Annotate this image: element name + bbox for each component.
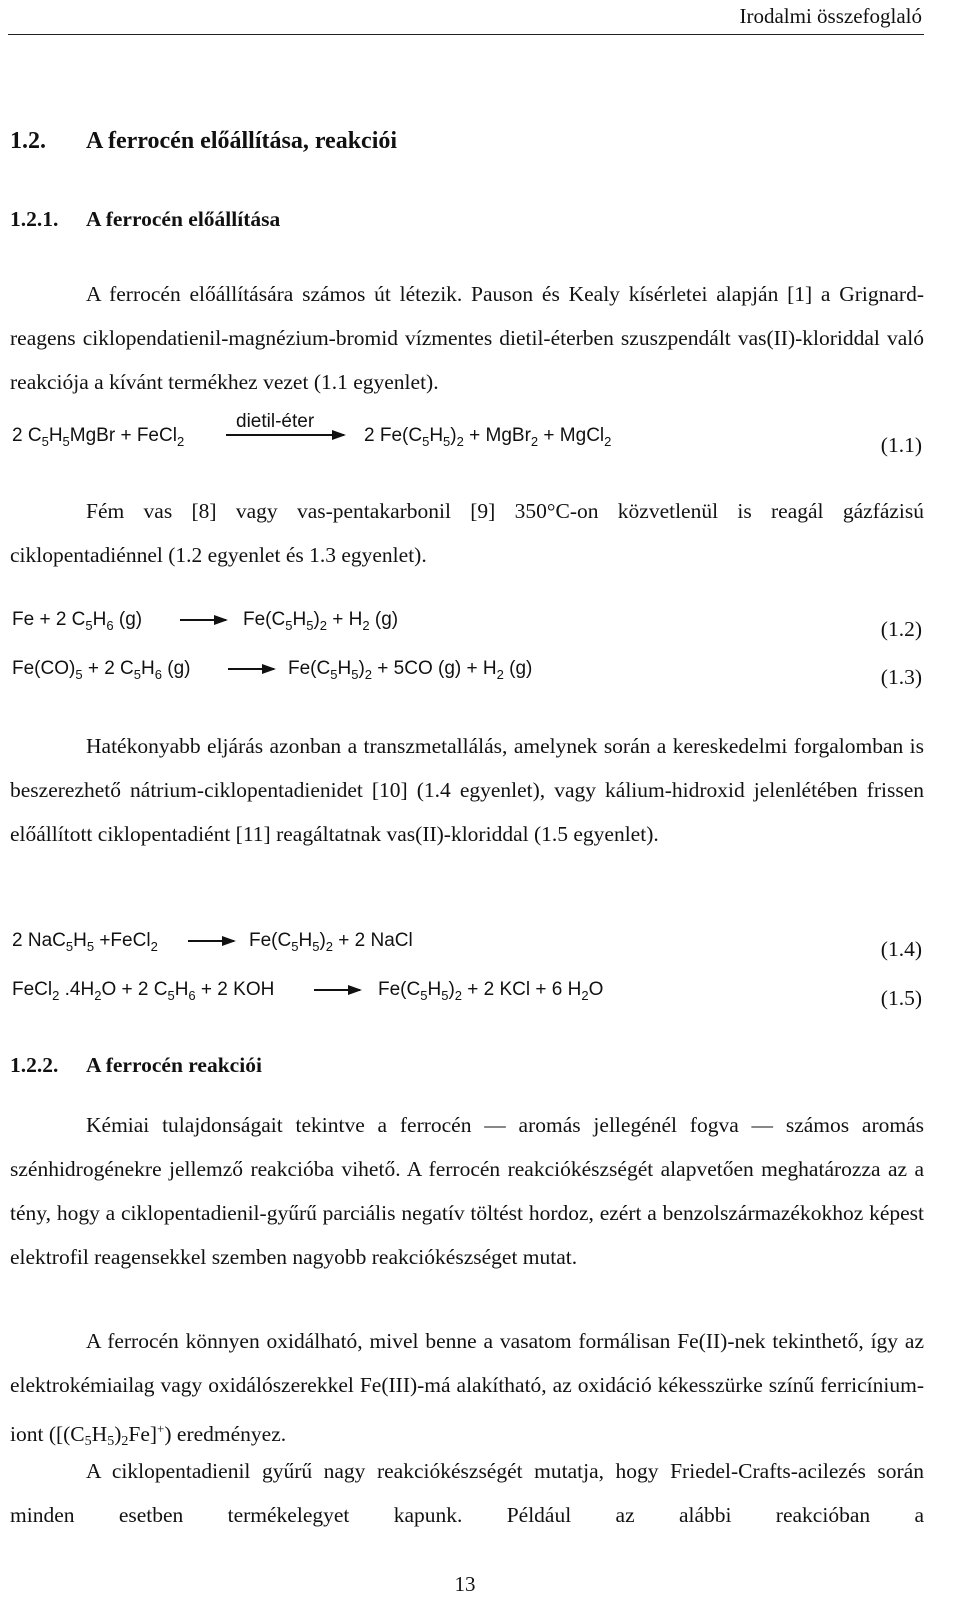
eq1-products: 2 $Fe(C_5H_5)_2$ + MgBr$_2$ + MgCl$_2$ xyxy=(364,425,612,449)
running-header: Irodalmi összefoglaló xyxy=(739,4,922,28)
section-number: 1.2. xyxy=(10,128,46,154)
subsection-title: A ferrocén reakciói xyxy=(86,1053,262,1077)
paragraph-3: Hatékonyabb eljárás azonban a transzmetallálás, amelynek során a kereskedelmi forgalomban is beszerezhető nátrium-ciklopentadienidet [10] (1.4 egyenlet), vagy kálium-hidroxid jelenlétében frissen előállított ciklopentadiént [11] reagáltatnak vas(II)-kloriddal (1.5 egyenlet). xyxy=(10,734,924,846)
eq4-products: $Fe(C_5H_5)_2 + 2$ NaCl xyxy=(249,930,413,954)
eq2-arrow-icon xyxy=(180,619,226,621)
header-rule xyxy=(8,34,924,35)
eq5-arrow-icon xyxy=(314,989,360,991)
eq2-products: $Fe(C_5H_5)_2 + H_2$ (g) xyxy=(243,609,399,633)
section-title: A ferrocén előállítása, reakciói xyxy=(86,128,398,154)
subsection-title: A ferrocén előállítása xyxy=(86,207,281,231)
eq5-number: (1.5) xyxy=(880,986,922,1010)
eq1-condition: dietil-éter xyxy=(236,411,315,432)
paragraph-1: A ferrocén előállítására számos út létezik. Pauson és Kealy kísérletei alapján [1] a Grignard-reagens ciklopendatienil-magnézium-bromid vízmentes dietil-éterben szuszpendált vas(II)-kloriddal való reakciója a kívánt termékhez vezet (1.1 egyenlet). xyxy=(10,282,924,394)
paragraph-6: A ciklopentadienil gyűrű nagy reakciókészségét mutatja, hogy Friedel-Crafts-acilezés során minden esetben termékelegyet kapunk. Például az alábbi reakcióban a xyxy=(10,1459,924,1527)
eq3-products: $Fe(C_5H_5)_2 + 5CO$ $(g) + H_2$ (g) xyxy=(288,658,533,682)
eq2-reactants: Fe + 2 $C_5H_6$ (g) xyxy=(12,609,143,633)
eq3-number: (1.3) xyxy=(880,665,922,689)
eq1-number: (1.1) xyxy=(880,433,922,457)
eq2-number: (1.2) xyxy=(880,617,922,641)
paragraph-5-text: A ferrocén könnyen oxidálható, mivel benne a vasatom formálisan Fe(II)-nek tekinthető, így az elektrokémiailag vagy oxidálószerekkel Fe(III)-má alakítható, az oxidáció kékesszürke színű ferricínium-iont xyxy=(10,1329,924,1446)
eq1-reactants: 2 $C_5H_5MgBr$ + FeCl$_2$ xyxy=(12,425,185,449)
paragraph-4: Kémiai tulajdonságait tekintve a ferrocén — aromás jellegénél fogva — számos aromás szénhidrogénekre jellemző reakcióba vihető. A ferrocén reakciókészségét alapvetően meghatározza az a tény, hogy a ciklopentadienil-gyűrű parciális negatív töltést hordoz, ezért a benzolszármazékokhoz képest elektrofil reagensekkel szemben nagyobb reakciókészséget mutat. xyxy=(10,1113,924,1269)
eq3-arrow-icon xyxy=(228,668,274,670)
page-number: 13 xyxy=(454,1572,476,1596)
eq5-reactants: FeCl$_2$ $.4H_2O + 2$ $C_5H_6 + 2$ KOH xyxy=(12,979,275,1003)
eq1-arrow-icon xyxy=(226,434,344,436)
subsection-heading-2 xyxy=(10,1053,262,1078)
section-heading xyxy=(10,128,397,155)
paragraph-5-end: eredményez. xyxy=(176,1422,287,1446)
eq3-reactants: $Fe(CO)_5 + 2$ $C_5H_6$ (g) xyxy=(12,658,191,682)
paragraph-2: Fém vas [8] vagy vas-pentakarbonil [9] 350°C-on közvetlenül is reagál gázfázisú ciklopentadiénnel (1.2 egyenlet és 1.3 egyenlet). xyxy=(10,499,924,567)
subsection-number: 1.2.2. xyxy=(10,1053,59,1077)
eq4-number: (1.4) xyxy=(880,937,922,961)
subsection-number: 1.2.1. xyxy=(10,207,59,231)
paragraph-5: A ferrocén könnyen oxidálható, mivel benne a vasatom formálisan Fe(II)-nek tekinthető, így az elektrokémiailag vagy oxidálószerekkel Fe(III)-má alakítható, az oxidáció kékesszürke színű ferricínium-iont ([(C5H5)2Fe]+) eredményez. xyxy=(10,1329,924,1449)
eq5-products: $Fe(C_5H_5)_2 + 2$ KCl + 6 $H_2O$ xyxy=(378,979,604,1003)
eq4-arrow-icon xyxy=(188,940,234,942)
subsection-heading-1 xyxy=(10,207,280,232)
eq4-reactants: 2 $NaC_5H_5$ +FeCl$_2$ xyxy=(12,930,158,954)
